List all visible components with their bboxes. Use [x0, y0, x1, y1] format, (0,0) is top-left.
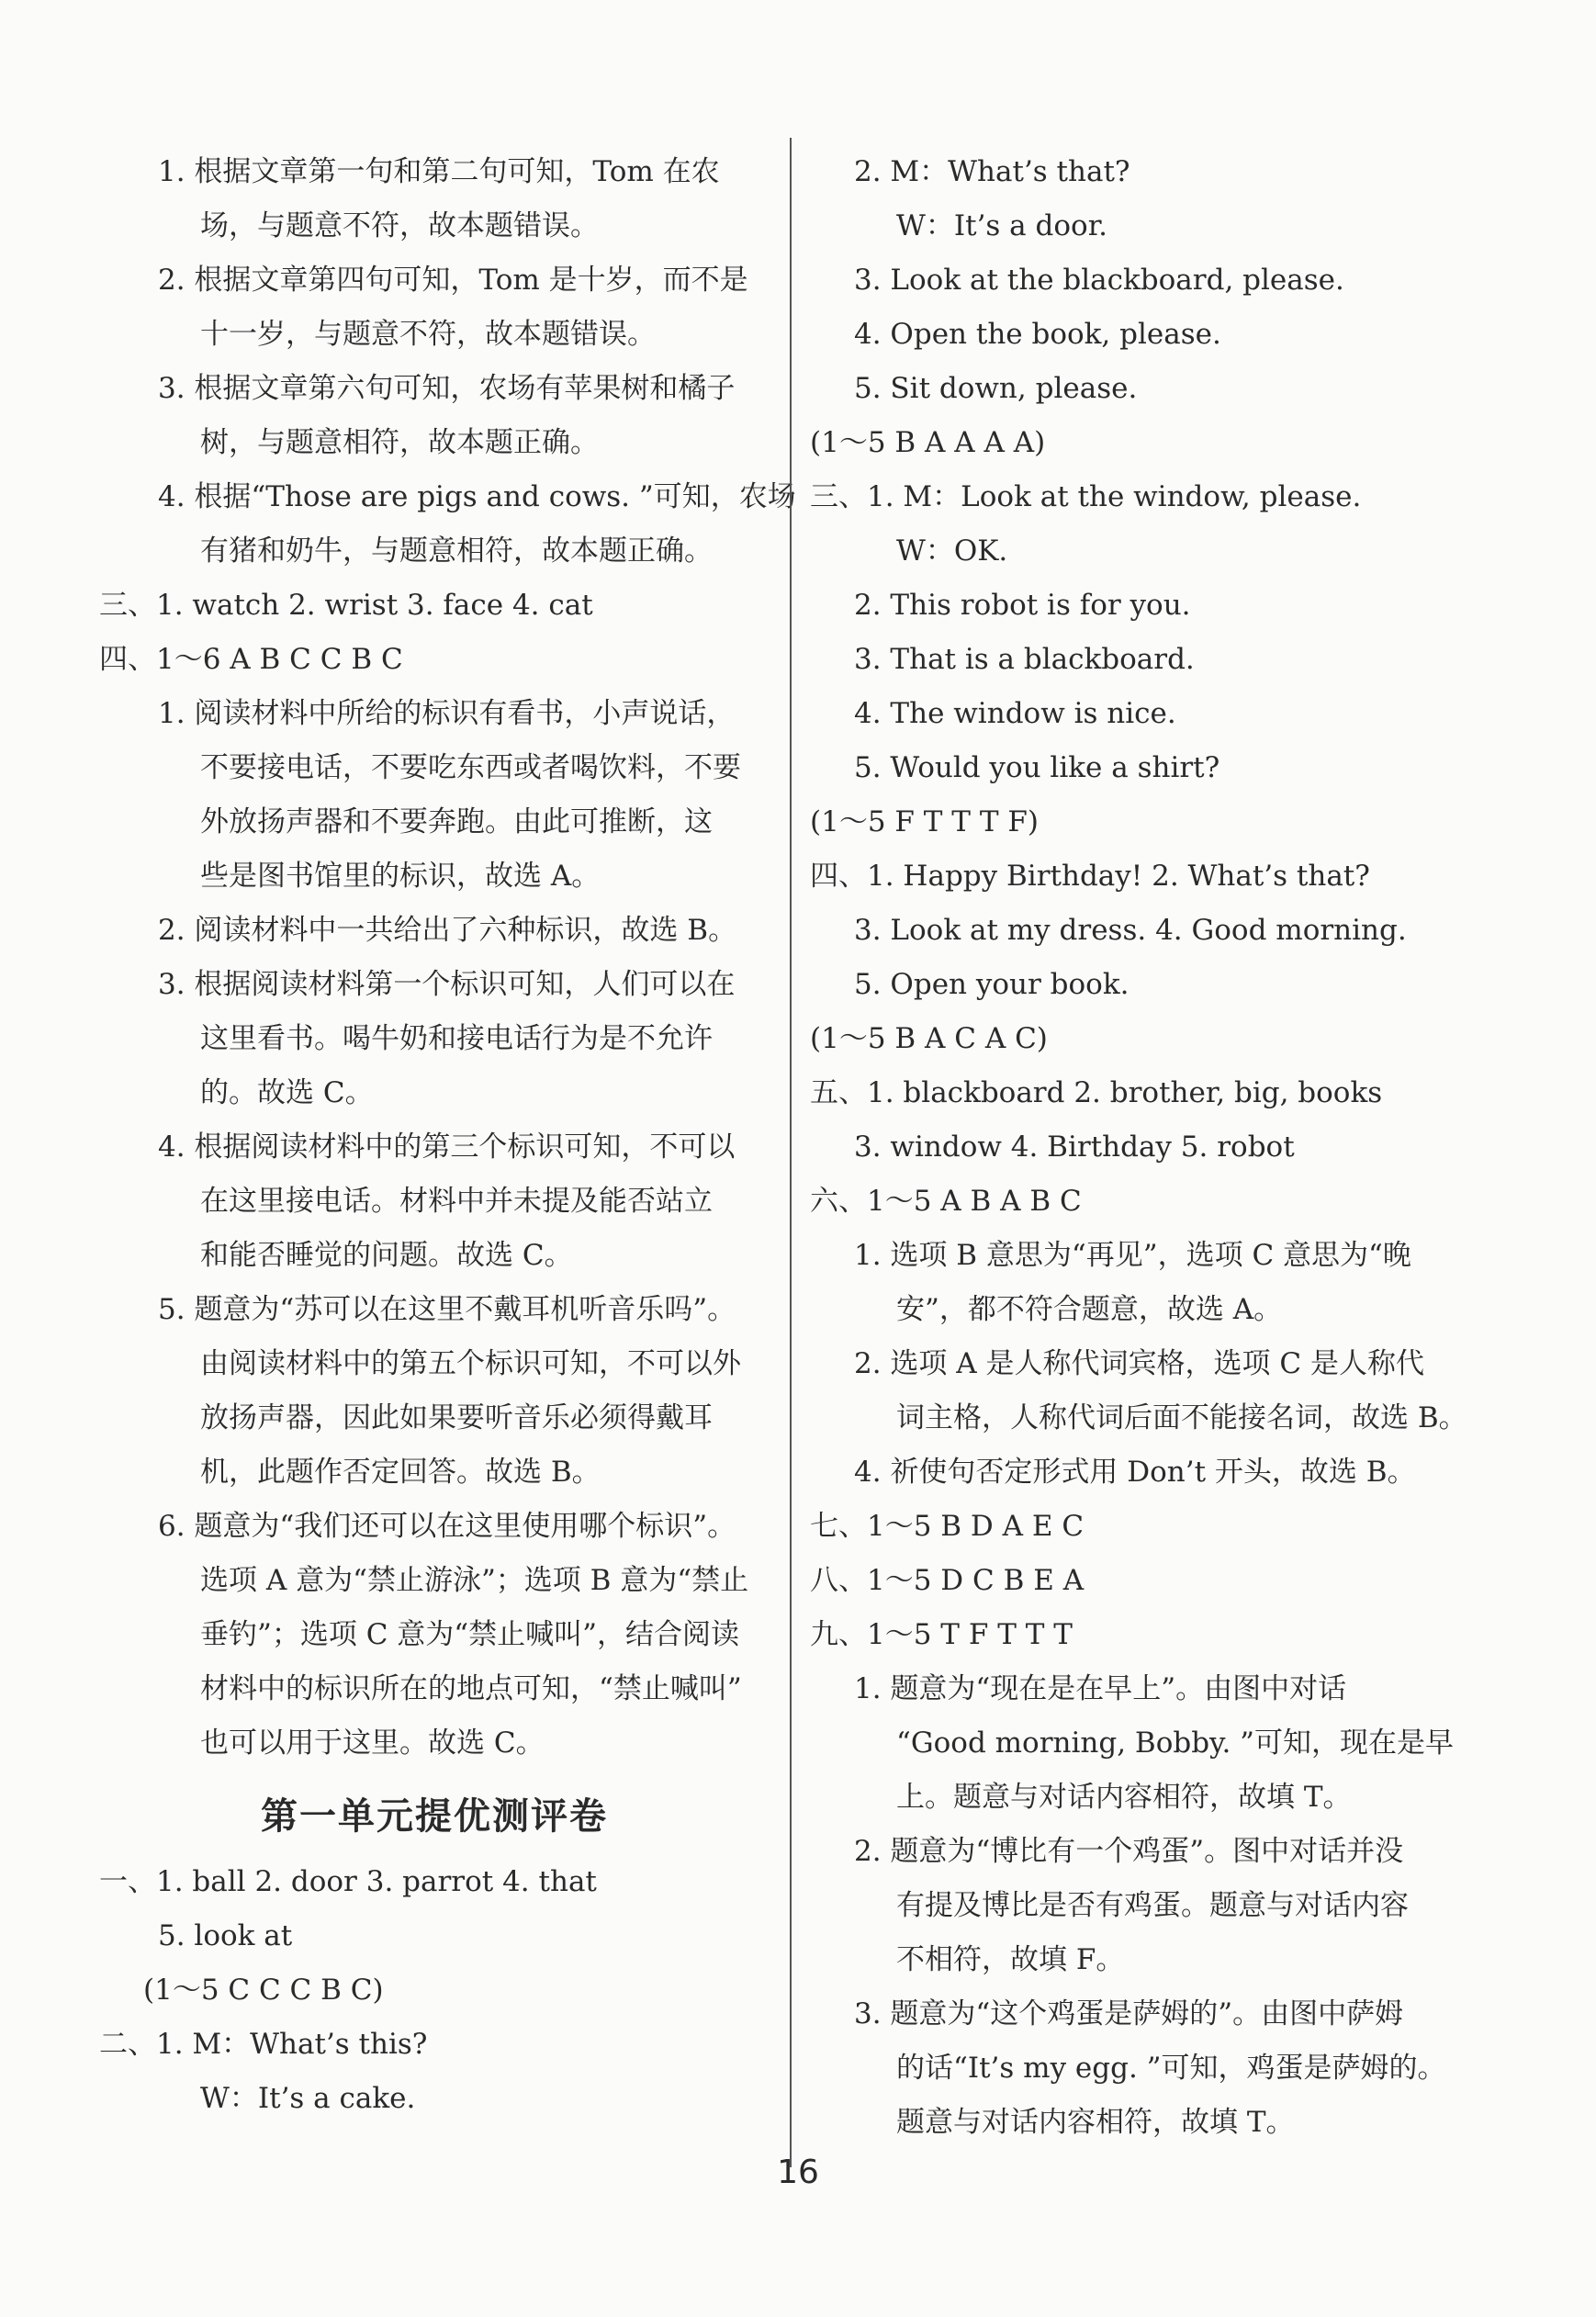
text-line: 1. 阅读材料中所给的标识有看书，小声说话， [158, 697, 736, 730]
text-line: 6. 题意为“我们还可以在这里使用哪个标识”。 [158, 1510, 736, 1543]
text-line: 5. Open your book. [854, 968, 1130, 1001]
text-line: 一、1. ball 2. door 3. parrot 4. that [99, 1865, 597, 1898]
text-line: 5. Sit down, please. [854, 372, 1138, 405]
text-line: 四、1. Happy Birthday! 2. What’s that? [810, 860, 1370, 893]
text-line: 5. 题意为“苏可以在这里不戴耳机听音乐吗”。 [158, 1293, 736, 1326]
text-line: 3. That is a blackboard. [854, 643, 1195, 676]
text-line: 词主格，人称代词后面不能接名词，故选 B。 [896, 1401, 1467, 1434]
page-number: 16 [777, 2154, 819, 2191]
text-line: 七、1～5 B D A E C [810, 1510, 1085, 1543]
text-line: (1～5 B A A A A) [810, 426, 1046, 459]
text-line: 2. M：What’s that? [854, 155, 1130, 188]
text-line: 的。故选 C。 [200, 1076, 374, 1109]
text-line: 4. The window is nice. [854, 697, 1176, 730]
text-line: 由阅读材料中的第五个标识可知，不可以外 [200, 1347, 741, 1380]
text-line: 十一岁，与题意不符，故本题错误。 [200, 318, 656, 351]
text-line: 三、1. watch 2. wrist 3. face 4. cat [99, 589, 593, 622]
text-line: 2. 选项 A 是人称代词宾格，选项 C 是人称代 [854, 1347, 1424, 1380]
right-column [810, 145, 1489, 2150]
text-line: 3. window 4. Birthday 5. robot [854, 1130, 1295, 1164]
text-line: 4. Open the book, please. [854, 318, 1221, 351]
text-line: 六、1～5 A B A B C [810, 1185, 1082, 1218]
text-line: 1. 根据文章第一句和第二句可知，Tom 在农 [158, 155, 720, 188]
left-column [99, 145, 796, 2126]
text-line: (1～5 B A C A C) [810, 1022, 1048, 1055]
text-line: W：It’s a cake. [200, 2082, 416, 2115]
section-heading: 第一单元提优测评卷 [261, 1795, 608, 1838]
text-line: 树，与题意相符，故本题正确。 [200, 426, 599, 459]
text-line: 四、1～6 A B C C B C [99, 643, 403, 676]
text-line: 八、1～5 D C B E A [810, 1564, 1085, 1597]
text-line: 2. 根据文章第四句可知，Tom 是十岁，而不是 [158, 264, 748, 297]
text-line: 4. 根据阅读材料中的第三个标识可知，不可以 [158, 1130, 736, 1164]
text-line: 这里看书。喝牛奶和接电话行为是不允许 [200, 1022, 713, 1055]
text-line: 材料中的标识所在的地点可知，“禁止喊叫” [200, 1672, 742, 1705]
text-line: 3. Look at the blackboard, please. [854, 264, 1344, 297]
text-line: 题意与对话内容相符，故填 T。 [896, 2106, 1295, 2139]
text-line: 外放扬声器和不要奔跑。由此可推断，这 [200, 805, 713, 838]
text-line: 4. 根据“Those are pigs and cows. ”可知，农场 [158, 480, 796, 513]
text-line: 九、1～5 T F T T T [810, 1618, 1073, 1651]
text-line: 安”，都不符合题意，故选 A。 [896, 1293, 1283, 1326]
text-line: 有提及博比是否有鸡蛋。题意与对话内容 [896, 1889, 1409, 1922]
text-line: 上。题意与对话内容相符，故填 T。 [896, 1781, 1352, 1814]
text-line: W：It’s a door. [896, 209, 1107, 242]
text-line: 不相符，故填 F。 [896, 1943, 1125, 1976]
text-line: 在这里接电话。材料中并未提及能否站立 [200, 1185, 713, 1218]
text-line: 3. 题意为“这个鸡蛋是萨姆的”。由图中萨姆 [854, 1997, 1404, 2030]
text-line: 五、1. blackboard 2. brother, big, books [810, 1076, 1383, 1109]
text-line: 2. 题意为“博比有一个鸡蛋”。图中对话并没 [854, 1835, 1404, 1868]
text-line: 1. 题意为“现在是在早上”。由图中对话 [854, 1672, 1347, 1705]
text-line: 机，此题作否定回答。故选 B。 [200, 1456, 601, 1489]
text-line: 3. 根据文章第六句可知，农场有苹果树和橘子 [158, 372, 736, 405]
text-line: 1. 选项 B 意思为“再见”，选项 C 意思为“晚 [854, 1239, 1411, 1272]
column-divider [790, 138, 792, 2167]
text-line: 也可以用于这里。故选 C。 [200, 1727, 545, 1760]
text-line: W：OK. [896, 534, 1008, 568]
text-line: 和能否睡觉的问题。故选 C。 [200, 1239, 573, 1272]
text-line: 垂钓”；选项 C 意为“禁止喊叫”，结合阅读 [200, 1618, 739, 1651]
text-line: 有猪和奶牛，与题意相符，故本题正确。 [200, 534, 713, 568]
text-line: 放扬声器，因此如果要听音乐必须得戴耳 [200, 1401, 713, 1434]
text-line: (1～5 C C C B C) [143, 1974, 384, 2007]
text-line: 5. Would you like a shirt? [854, 751, 1220, 784]
text-line: 的话“It’s my egg. ”可知，鸡蛋是萨姆的。 [896, 2052, 1446, 2085]
text-line: 场，与题意不符，故本题错误。 [200, 209, 599, 242]
text-line: 2. This robot is for you. [854, 589, 1191, 622]
text-line: 些是图书馆里的标识，故选 A。 [200, 860, 601, 893]
text-line: 4. 祈使句否定形式用 Don’t 开头，故选 B。 [854, 1456, 1416, 1489]
text-line: (1～5 F T T T F) [810, 805, 1039, 838]
text-line: 5. look at [158, 1919, 293, 1952]
text-line: “Good morning, Bobby. ”可知，现在是早 [896, 1727, 1454, 1760]
text-line: 三、1. M：Look at the window, please. [810, 480, 1362, 513]
text-line: 不要接电话，不要吃东西或者喝饮料，不要 [200, 751, 741, 784]
text-line: 3. 根据阅读材料第一个标识可知，人们可以在 [158, 968, 736, 1001]
text-line: 选项 A 意为“禁止游泳”；选项 B 意为“禁止 [200, 1564, 749, 1597]
text-line: 2. 阅读材料中一共给出了六种标识，故选 B。 [158, 914, 737, 947]
text-line: 3. Look at my dress. 4. Good morning. [854, 914, 1407, 947]
text-line: 二、1. M：What’s this? [99, 2028, 428, 2061]
